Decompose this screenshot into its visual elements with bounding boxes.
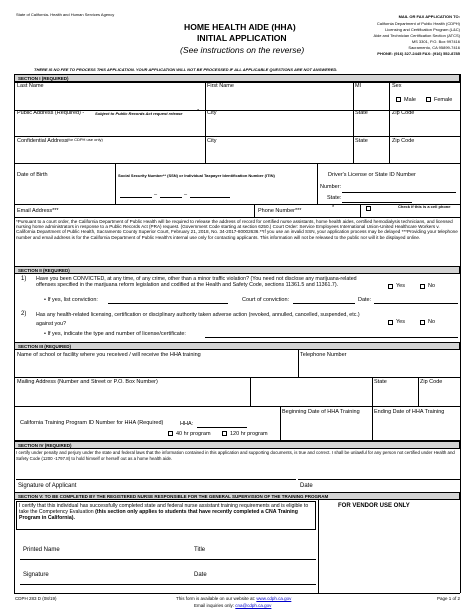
program-id-label (20, 421, 163, 427)
email-link[interactable]: cna@cdph.ca.gov (235, 603, 272, 608)
form-id: CDPH 283 D (08/19) (15, 596, 57, 601)
state-label: State (355, 138, 368, 144)
female-label: Female (434, 97, 453, 103)
telephone-label: Telephone Number (300, 352, 347, 358)
conviction-date-label: Date: (358, 297, 372, 303)
q1-no-checkbox[interactable] (420, 284, 425, 289)
mailing-address-label: Mailing Address (Number and Street or P.O. Box Number) (17, 379, 158, 385)
section-2-heading-bar (14, 266, 460, 274)
question-2-number: 2) (21, 311, 27, 317)
ssn-label: Social Security Number** (SSN) or Individual Taxpayer Identification Number (ITIN) (118, 173, 275, 178)
zip-label: Zip Code (420, 379, 443, 385)
section-4-heading: SECTION IV (REQUIRED) (18, 442, 72, 448)
address-line: Aide and Technician Certification Section (ATCS) (373, 33, 460, 38)
applicant-date-label: Date (300, 483, 313, 489)
120-hr-checkbox[interactable] (222, 431, 227, 436)
if-yes-list-text: If yes, list conviction: (47, 297, 98, 303)
confidential-address-field[interactable] (14, 137, 205, 163)
section-3-heading: SECTION III (REQUIRED) (18, 343, 72, 349)
confidential-note: (for CDPH use only) (67, 137, 103, 142)
rn-signature-label: Signature (23, 572, 49, 578)
section-2-heading: SECTION II (REQUIRED) (18, 267, 70, 273)
address-line: Sacramento, CA 95899-7416 (408, 45, 460, 50)
page-number: Page 1 of 2 (436, 596, 460, 601)
applicant-signature-field[interactable] (16, 464, 296, 480)
mi-label: MI (355, 83, 362, 89)
question-1-text: Have you been CONVICTED, at any time, of any crime, other than a minor traffic violation? (You need not disclose any marijuana-related offenses specified in the marijuana reform legislation and codified at the Health and Safety Code, sections 11361.5 and 11361.7). (36, 276, 357, 289)
q2-yes-label: Yes (396, 319, 405, 325)
hha-label: HHA: (180, 421, 194, 427)
dl-state-field[interactable] (342, 194, 412, 203)
ending-date-field[interactable] (372, 408, 460, 440)
form-title-line2: INITIAL APPLICATION (197, 33, 287, 43)
public-address-note: Subject to Public Records Act request release (95, 111, 183, 116)
public-city-field[interactable] (205, 110, 353, 134)
section-4-heading-bar (14, 441, 460, 449)
if-yes-type-text: If yes, indicate the type and number of license/certificate: (47, 331, 186, 337)
city-label: City (207, 110, 217, 116)
40-hr-checkbox[interactable] (168, 431, 173, 436)
school-state-field[interactable] (372, 378, 418, 406)
form-subtitle: (See instructions on the reverse) (180, 45, 305, 55)
zip-label: Zip Code (392, 138, 415, 144)
first-name-label: First Name (207, 83, 234, 89)
first-name-field[interactable] (205, 84, 353, 108)
beginning-date-field[interactable] (280, 408, 372, 440)
school-name-label: Name of school or facility where you received / will receive the HHA training (17, 352, 201, 358)
beginning-date-label: Beginning Date of HHA Training (282, 409, 360, 415)
conviction-field[interactable] (108, 297, 228, 304)
public-zip-field[interactable] (389, 110, 460, 134)
address-line: MS 3301, P.O. Box 997416 (411, 39, 460, 44)
ssn-field[interactable] (116, 184, 316, 198)
section-5-heading-bar (14, 492, 460, 500)
applicant-date-field[interactable] (298, 464, 460, 480)
sex-label: Sex (392, 83, 402, 89)
title-label: Title (194, 547, 206, 553)
phone-fax: PHONE: (916) 327-2445 FAX: (916) 552-8785 (377, 51, 460, 56)
public-address-label: Public Address (Required) - (17, 110, 85, 116)
address-line: Licensing and Certification Program (L&C) (385, 27, 460, 32)
privacy-notice: *Pursuant to a court order, the California Department of Public Health will be required to release the address of record for certified nurse assistants, home health aides, certified hemodialysis technicians, and licensed nursing home administrators in response to a Public Records Act (PRA) request. (Government Code starting at section 6250.) Court Order: Service Employees International Union-United Healthcare Workers v. California Department of Public Health, Sacramento County Superior Court, February 21, 2018, No. 34-2017-80002636.**If you use an invalid SSN, your application process may be delayed ***Providing your telephone number and email address is for the California Department of Public Health's internal use only for contacting applicants. This information will not be released to the public nor will it be displayed online. (16, 219, 458, 240)
state-label: State (374, 379, 387, 385)
phone-field[interactable] (300, 205, 360, 216)
male-label: Male (404, 97, 416, 103)
program-id-field[interactable] (197, 421, 247, 428)
address-line: California Department of Public Health (CDPH) (376, 21, 460, 26)
q2-no-checkbox[interactable] (420, 320, 425, 325)
vendor-use-area (318, 500, 460, 593)
school-city-field[interactable] (250, 378, 372, 406)
if-yes-list-label: • If yes, list conviction: (44, 297, 98, 303)
website-link[interactable]: www.cdph.ca.gov (256, 596, 292, 601)
conviction-date-field[interactable] (374, 297, 458, 304)
section-3-heading-bar (14, 342, 460, 350)
mi-field[interactable] (353, 84, 389, 108)
rn-certification-box (16, 501, 316, 530)
question-2-text: Has any health-related licensing, certification or disciplinary authority taken adverse action (revoked, annulled, cancelled, suspended, etc.) against you? (36, 312, 360, 327)
dl-state-label: State: (327, 195, 342, 201)
school-telephone-field[interactable] (298, 351, 460, 377)
program-id-text: California Training Program ID Number for HHA (Required) (20, 420, 164, 426)
printed-name-label: Printed Name (23, 547, 60, 553)
state-label: State (355, 110, 368, 116)
q1-yes-label: Yes (396, 283, 405, 289)
mailing-address-block (373, 21, 460, 57)
city-label: City (207, 138, 217, 144)
email-line (194, 604, 271, 609)
zip-label: Zip Code (392, 110, 415, 116)
email-field[interactable] (14, 205, 254, 216)
120-hr-label: 120 hr program (230, 431, 268, 437)
q2-yes-checkbox[interactable] (388, 320, 393, 325)
dob-label: Date of Birth (17, 172, 48, 178)
rn-certification-note: (this section only applies to students that have recently completed a CNA Training Program in California). (19, 509, 298, 522)
mail-heading: MAIL OR FAX APPLICATION TO: (398, 14, 460, 19)
public-address-asterisk: * (197, 109, 200, 115)
school-name-field[interactable] (14, 351, 298, 377)
ending-date-label: Ending Date of HHA Training (374, 409, 445, 415)
if-yes-type-label: • If yes, indicate the type and number of license/certificate: (44, 331, 186, 337)
confidential-address-label: Confidential Address (17, 138, 68, 144)
section-1-heading-bar (14, 74, 460, 82)
last-name-label: Last Name (17, 83, 44, 89)
rn-date-label: Date (194, 572, 207, 578)
q2-no-label: No (428, 319, 436, 325)
sex-male-checkbox[interactable] (396, 97, 401, 102)
dob-field[interactable] (14, 166, 114, 204)
court-field[interactable] (293, 297, 355, 304)
dl-number-label: Number: (320, 184, 342, 190)
agency-name: State of California- Health and Human Services Agency (16, 12, 115, 17)
question-1-number: 1) (21, 276, 27, 282)
email-label: Email Address*** (17, 208, 59, 214)
40-hr-label: 40 hr program (176, 431, 211, 437)
license-type-field[interactable] (205, 331, 458, 338)
q1-no-label: No (428, 283, 436, 289)
applicant-signature-label: Signature of Applicant (18, 483, 77, 489)
dl-number-field[interactable] (342, 183, 456, 193)
rn-certification-text: I certify that this individual has successfully completed state and federal nurse assistant training requirements and is eligible to take the Competency Evaluation (19, 503, 309, 516)
public-address-field[interactable] (14, 110, 205, 134)
last-name-field[interactable] (14, 84, 205, 108)
website-line (176, 597, 291, 602)
confidential-state-field[interactable] (353, 137, 389, 163)
public-state-field[interactable] (353, 110, 389, 134)
confidential-zip-field[interactable] (389, 137, 460, 163)
dl-label: Driver's License or State ID Number (328, 172, 416, 178)
vendor-use-label: FOR VENDOR USE ONLY (338, 503, 410, 509)
cell-phone-label: Check if this is a cell phone (398, 204, 451, 209)
school-mailing-address-field[interactable] (14, 378, 250, 406)
email-prefix: Email inquiries only: (194, 603, 235, 608)
school-zip-field[interactable] (418, 378, 460, 406)
section-5-heading: SECTION V: TO BE COMPLETED BY THE REGISTERED NURSE RESPONSIBLE FOR THE GENERAL SUPERVISION OF THE TRAINING PROGRAM (18, 493, 329, 499)
website-prefix: This form is available on our website at: (176, 596, 256, 601)
cell-phone-checkbox[interactable] (366, 206, 371, 211)
court-conviction-label: Court of conviction: (242, 297, 290, 303)
form-title-line1: HOME HEALTH AIDE (HHA) (184, 22, 296, 32)
certification-statement: I certify under penalty and perjury under the state and federal laws that the information contained in this application and supporting documents, is true and correct. I shall be unlawful for any person not certified under Health and Safety Code (1200 -1797.8) to hold himself or herself out as a home health aide. (16, 450, 455, 461)
phone-label: Phone Number*** (258, 208, 302, 214)
sex-female-checkbox[interactable] (426, 97, 431, 102)
no-fee-notice: THERE IS NO FEE TO PROCESS THIS APPLICATION. YOUR APPLICATION WILL NOT BE PROCESSED IF ALL APPLICABLE QUESTIONS ARE NOT ANSWERED. (34, 67, 338, 72)
q1-yes-checkbox[interactable] (388, 284, 393, 289)
confidential-city-field[interactable] (205, 137, 353, 163)
section-1-heading: SECTION I (REQUIRED) (18, 75, 69, 81)
